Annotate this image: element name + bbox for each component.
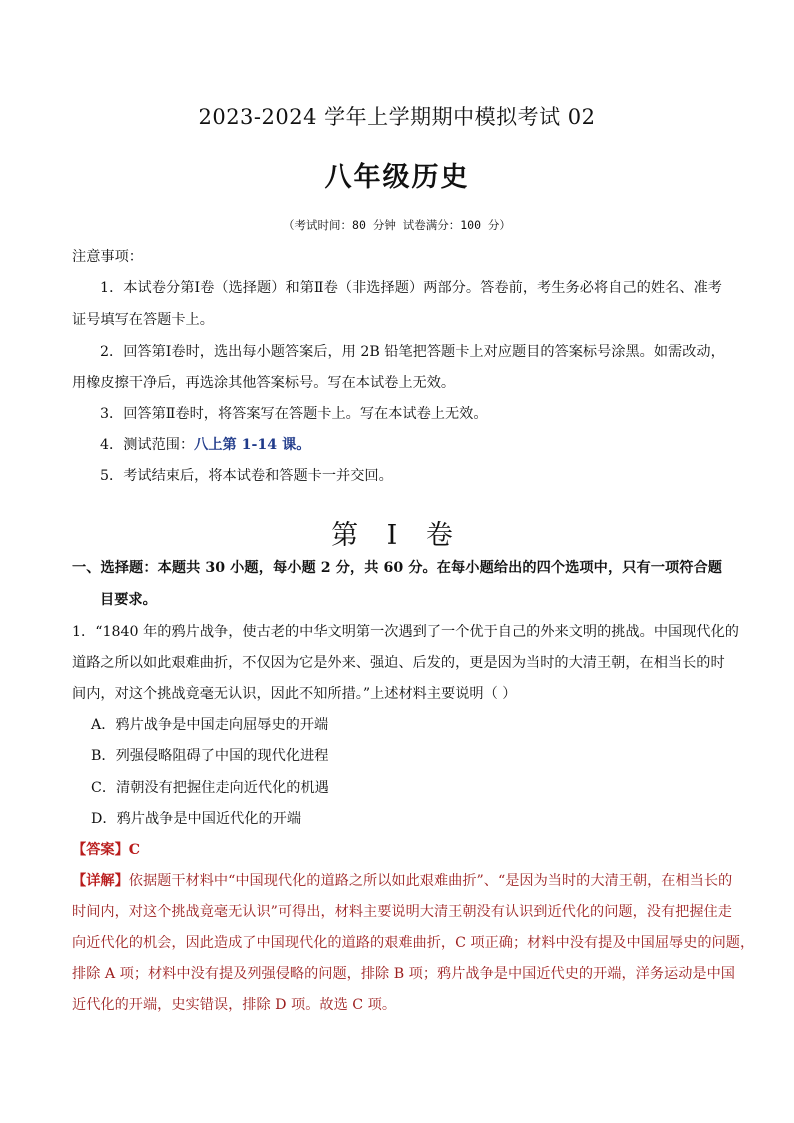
answer-label: 【答案】 (72, 842, 129, 858)
notice-item-4 (100, 435, 310, 455)
analysis-line-4: 排除 A 项；材料中没有提及列强侵略的问题，排除 B 项；鸦片战争是中国近代史的开端，洋务运动是中国 (72, 966, 735, 982)
analysis-label: 【详解】 (72, 873, 129, 889)
notice-item-2-line-2: 用橡皮擦干净后，再选涂其他答案标号。写在本试卷上无效。 (72, 375, 456, 391)
analysis-line-3: 向近代化的机会，因此造成了中国现代化的道路的艰难曲折，C 项正确；材料中没有提及中国屈辱史的问题， (72, 935, 755, 951)
notice-heading: 注意事项： (72, 249, 143, 265)
subject-title: 八年级历史 (324, 162, 470, 193)
notice-item-1-line-2: 证号填写在答题卡上。 (72, 312, 214, 328)
answer-value: C (128, 842, 141, 858)
analysis-line-5: 近代化的开端，史实错误，排除 D 项。故选 C 项。 (72, 997, 397, 1013)
analysis-line-2: 时间内，对这个挑战竟毫无认识”可得出，材料主要说明大清王朝没有认识到近代化的问题，没有把握住走 (72, 904, 732, 920)
test-scope: 八上第 1-14 课。 (194, 437, 311, 453)
notice-item-3: 3．回答第Ⅱ卷时，将答案写在答题卡上。写在本试卷上无效。 (100, 406, 488, 422)
notice-item-5: 5．考试结束后，将本试卷和答题卡一并交回。 (100, 468, 393, 484)
question-1-stem-line-3: 间内，对这个挑战竟毫无认识，因此不知所措。”上述材料主要说明（ ） (72, 686, 517, 702)
question-1-stem-line-2: 道路之所以如此艰难曲折，不仅因为它是外来、强迫、后发的，更是因为当时的大清王朝，在相当长的时 (72, 655, 725, 671)
option-c: C．清朝没有把握住走向近代化的机遇 (91, 780, 329, 796)
section-instruction-line-2: 目要求。 (100, 592, 157, 608)
analysis-text-1: 依据题干材料中“中国现代化的道路之所以如此艰难曲折”、“是因为当时的大清王朝，在相当长的 (128, 873, 733, 889)
option-a: A．鸦片战争是中国走向屈辱史的开端 (91, 717, 329, 733)
option-d: D．鸦片战争是中国近代化的开端 (91, 811, 302, 827)
exam-title: 2023-2024 学年上学期期中模拟考试 02 (198, 105, 596, 129)
notice-item-2-line-1: 2．回答第Ⅰ卷时，选出每小题答案后，用 2B 铅笔把答题卡上对应题目的答案标号涂黑。如需改动， (100, 344, 725, 360)
notice-item-1-line-1: 1．本试卷分第Ⅰ卷（选择题）和第Ⅱ卷（非选择题）两部分。答卷前，考生务必将自己的姓名、准考 (100, 280, 722, 296)
question-1-stem-line-1: 1．“1840 年的鸦片战争，使古老的中华文明第一次遇到了一个优于自己的外来文明的挑战。中国现代化的 (72, 624, 739, 640)
analysis-line-1 (72, 871, 733, 891)
option-b: B．列强侵略阻碍了中国的现代化进程 (91, 748, 329, 764)
notice-item-4-prefix: 4．测试范围： (100, 437, 195, 453)
section-instruction-line-1: 一、选择题：本题共 30 小题，每小题 2 分，共 60 分。在每小题给出的四个选项中，只有一项符合题 (72, 560, 722, 576)
section-title: 第 I 卷 (331, 520, 463, 551)
exam-time-score: （考试时间：80 分钟 试卷满分：100 分） (283, 218, 511, 232)
answer (72, 840, 140, 860)
